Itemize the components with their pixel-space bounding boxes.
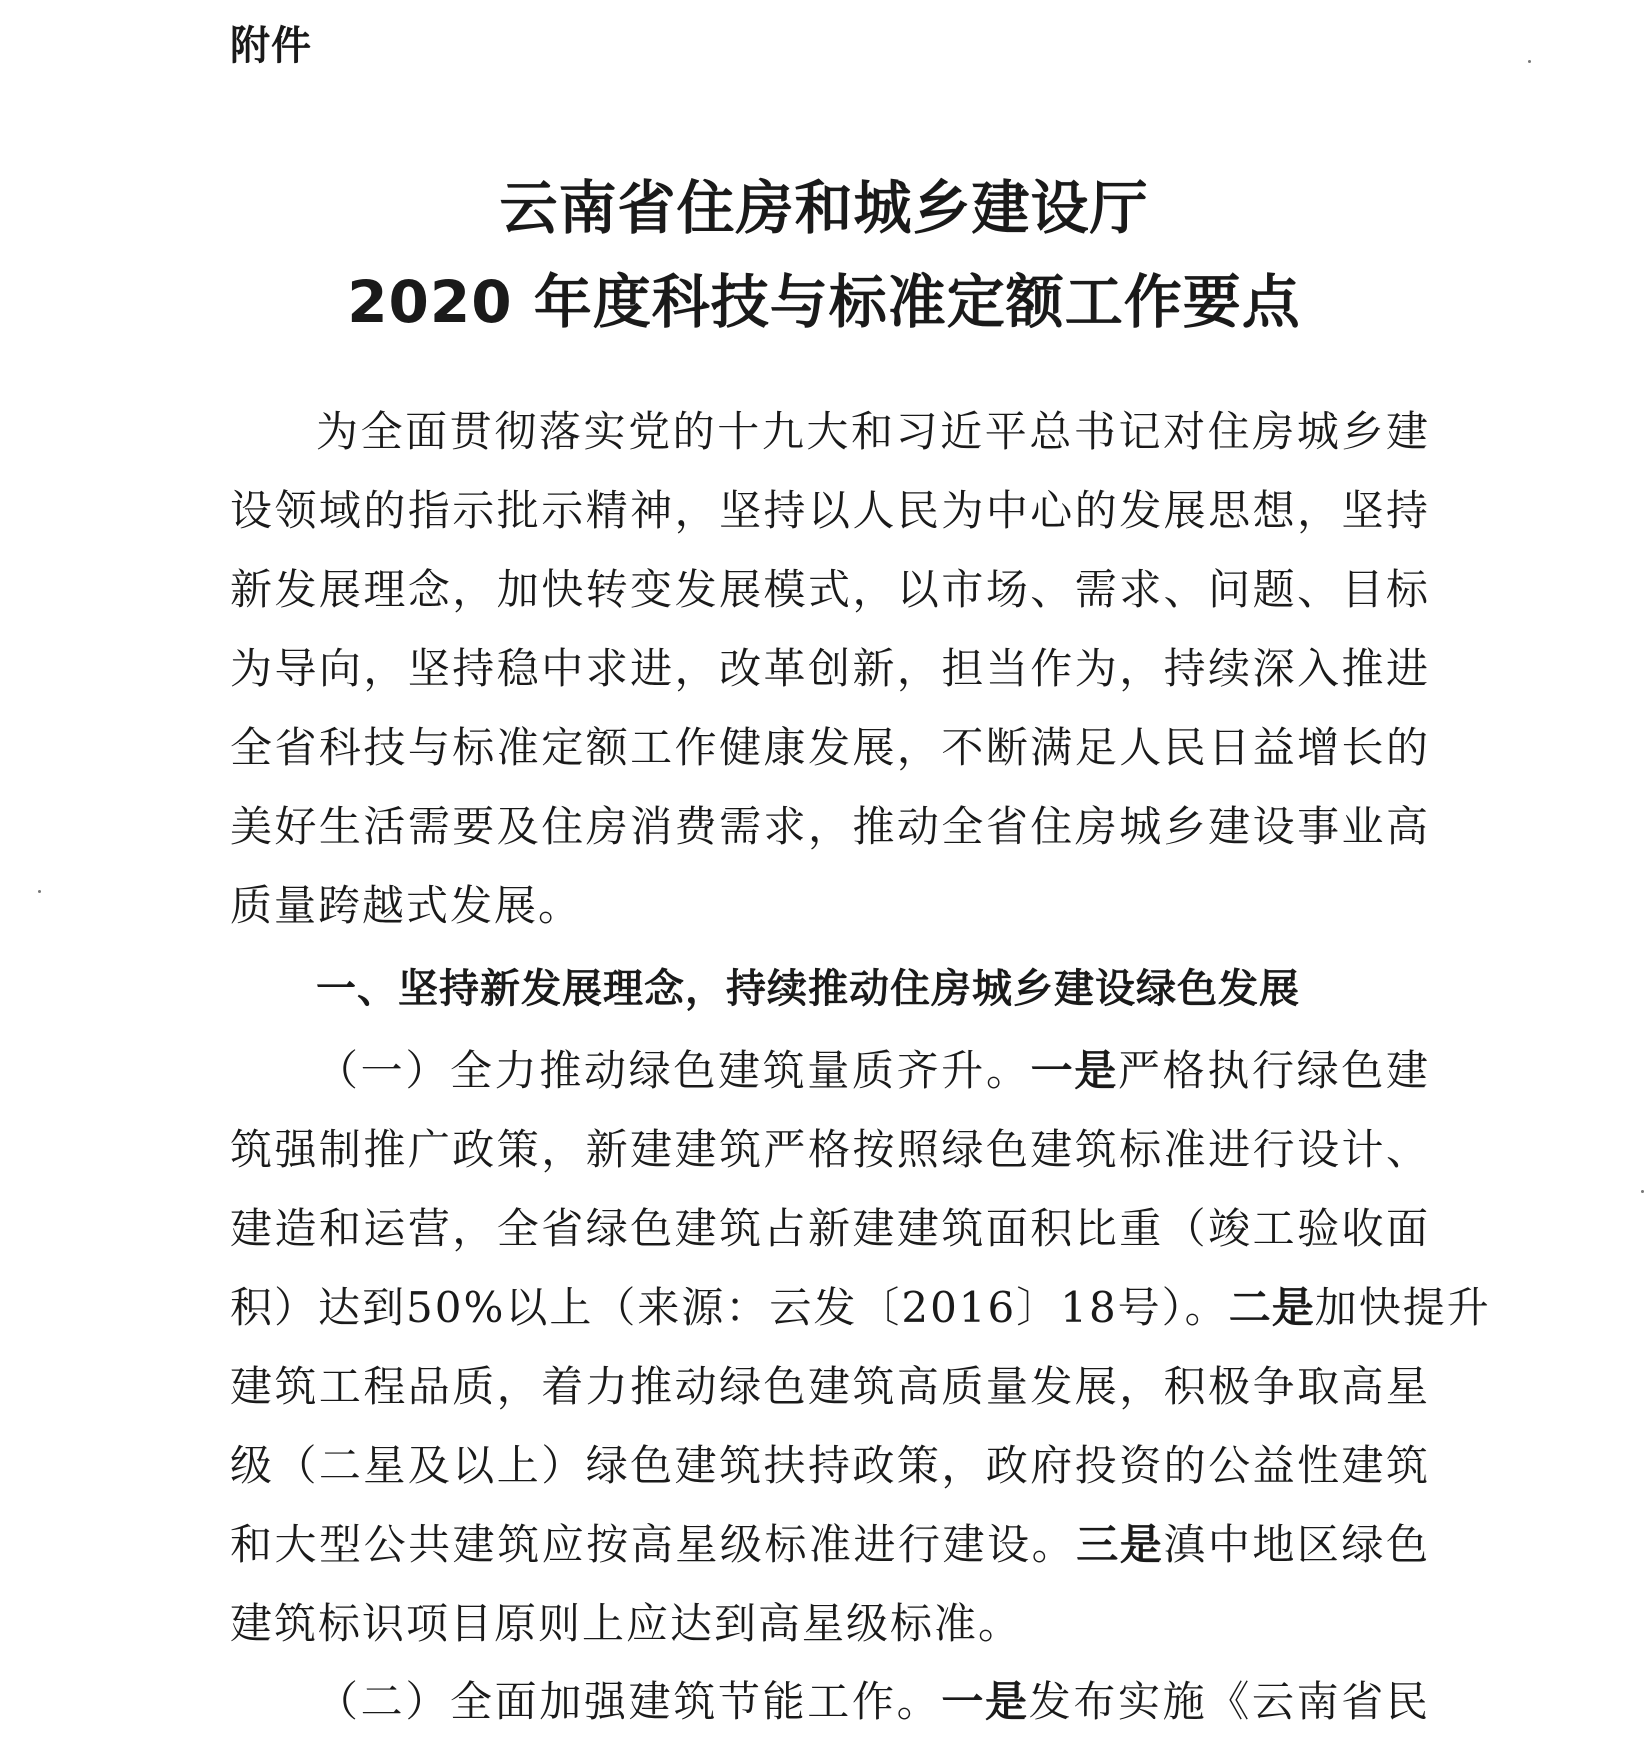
item1-line: 建筑标识项目原则上应达到高星级标准。	[230, 1599, 1023, 1648]
scan-speck	[1528, 60, 1531, 63]
scan-speck	[38, 890, 41, 893]
item1-paragraph	[230, 1031, 1491, 1663]
item1-text: 严格执行绿色建	[1117, 1046, 1430, 1095]
intro-line: 美好生活需要及住房消费需求，推动全省住房城乡建设事业高	[230, 802, 1430, 851]
intro-line: 质量跨越式发展。	[230, 881, 583, 930]
intro-line: 全省科技与标准定额工作健康发展，不断满足人民日益增长的	[230, 723, 1430, 772]
item1-line	[230, 1031, 1430, 1110]
document-title-line1: 云南省住房和城乡建设厅	[499, 174, 1149, 242]
intro-paragraph	[230, 392, 1430, 945]
item1-title: （一）全力推动绿色建筑量质齐升。	[316, 1046, 1031, 1095]
item2-text: 发布实施《云南省民	[1028, 1677, 1430, 1726]
scan-speck	[1641, 1190, 1644, 1193]
intro-line: 为导向，坚持稳中求进，改革创新，担当作为，持续深入推进	[230, 644, 1430, 693]
intro-line: 新发展理念，加快转变发展模式，以市场、需求、问题、目标	[230, 565, 1430, 614]
item1-line: 建筑工程品质，着力推动绿色建筑高质量发展，积极争取高星	[230, 1362, 1430, 1411]
intro-line: 为全面贯彻落实党的十九大和习近平总书记对住房城乡建	[316, 407, 1430, 456]
item2-line	[230, 1662, 1430, 1741]
item1-text: 积）达到50%以上（来源：云发〔2016〕18号）。	[230, 1283, 1229, 1332]
item1-line: 建造和运营，全省绿色建筑占新建建筑面积比重（竣工验收面	[230, 1204, 1430, 1253]
item1-line: 级（二星及以上）绿色建筑扶持政策，政府投资的公益性建筑	[230, 1441, 1430, 1490]
item2-paragraph	[230, 1662, 1430, 1741]
item2-marker-one: 一是	[941, 1677, 1029, 1726]
attachment-label: 附件	[230, 23, 312, 69]
document-title-line2: 2020 年度科技与标准定额工作要点	[347, 268, 1301, 336]
item1-text: 和大型公共建筑应按高星级标准进行建设。	[230, 1520, 1077, 1569]
intro-line: 设领域的指示批示精神，坚持以人民为中心的发展思想，坚持	[230, 486, 1430, 535]
item2-title: （二）全面加强建筑节能工作。	[316, 1677, 942, 1726]
item1-marker-two: 二是	[1228, 1283, 1315, 1332]
section-heading: 一、坚持新发展理念，持续推动住房城乡建设绿色发展	[316, 966, 1300, 1012]
item1-text: 加快提升	[1314, 1283, 1491, 1332]
item1-line	[230, 1268, 1491, 1347]
item1-line: 筑强制推广政策，新建建筑严格按照绿色建筑标准进行设计、	[230, 1125, 1430, 1174]
item1-marker-three: 三是	[1076, 1520, 1164, 1569]
item1-line	[230, 1505, 1430, 1584]
item1-marker-one: 一是	[1030, 1046, 1118, 1095]
item1-text: 滇中地区绿色	[1163, 1520, 1430, 1569]
